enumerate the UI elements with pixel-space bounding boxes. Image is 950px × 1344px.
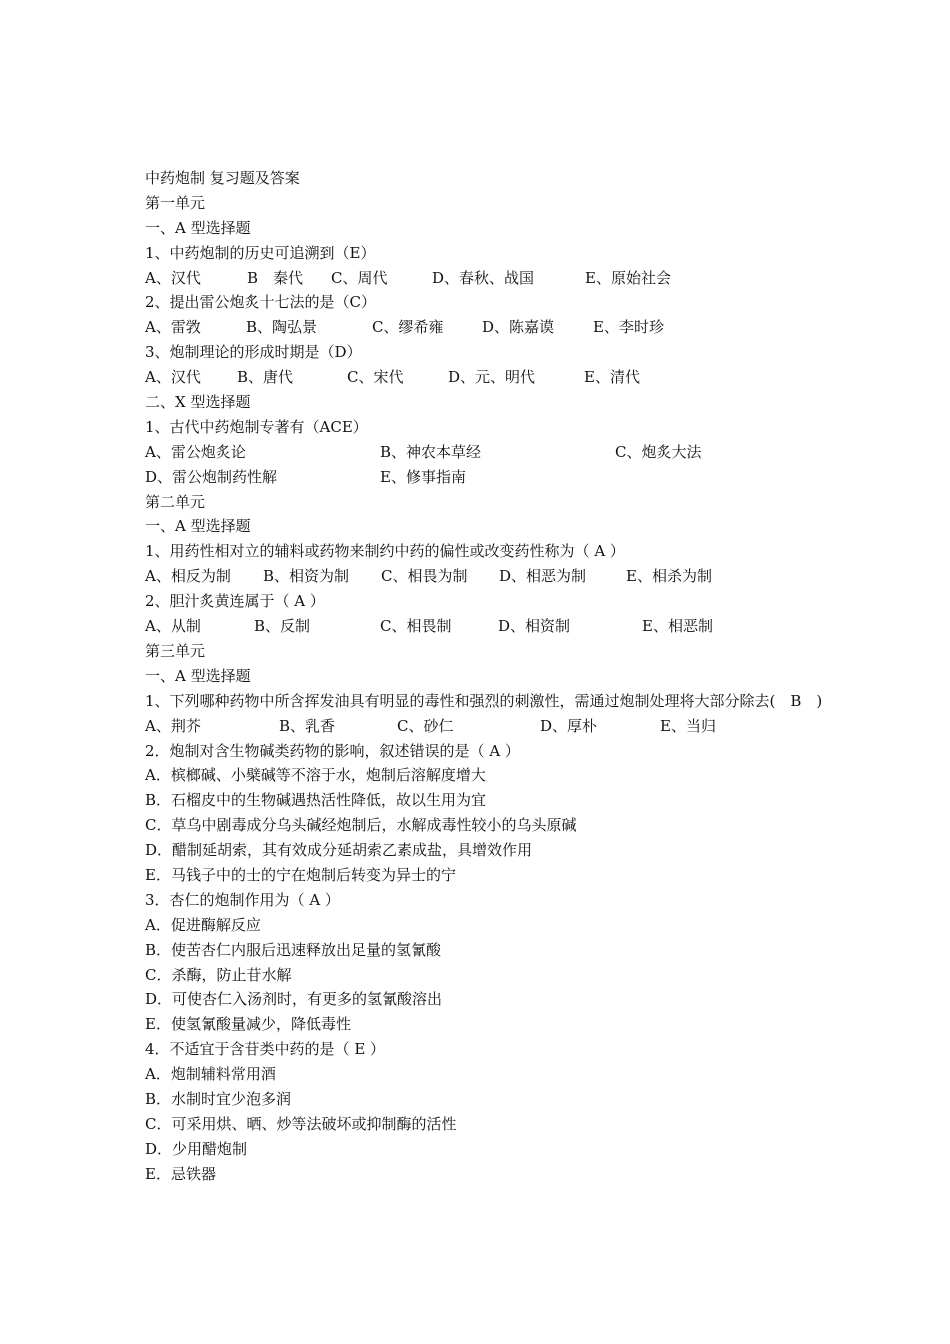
option-b: B．使苦杏仁内服后迅速释放出足量的氢氰酸 bbox=[145, 940, 442, 959]
section-heading: 一、A 型选择题 bbox=[145, 218, 251, 237]
option-b: B、唐代 bbox=[237, 368, 294, 387]
option-c: C、相畏为制 bbox=[381, 567, 468, 586]
option-e: E、修事指南 bbox=[380, 467, 466, 486]
option-a: A、雷公炮炙论 bbox=[145, 442, 246, 461]
option-c: C、缪希雍 bbox=[372, 318, 444, 337]
option-c: C、砂仁 bbox=[397, 716, 454, 735]
option-a: A、汉代 bbox=[145, 368, 201, 387]
option-e: E、相杀为制 bbox=[626, 567, 712, 586]
section-heading: 一、A 型选择题 bbox=[145, 666, 251, 685]
option-b: B、反制 bbox=[254, 617, 311, 636]
section-heading: 一、A 型选择题 bbox=[145, 517, 251, 536]
question-text: 3、炮制理论的形成时期是（D） bbox=[145, 343, 362, 362]
option-e: E、原始社会 bbox=[585, 268, 671, 287]
options-row bbox=[145, 266, 825, 291]
option-c: C．杀酶，防止苷水解 bbox=[145, 965, 292, 984]
question-text: 1、中药炮制的历史可追溯到（E） bbox=[145, 243, 376, 262]
question-text: 3．杏仁的炮制作用为（ A ） bbox=[145, 890, 340, 909]
unit-heading: 第三单元 bbox=[145, 641, 206, 660]
option-d: D．醋制延胡索，其有效成分延胡索乙素成盐，具增效作用 bbox=[145, 841, 533, 860]
question-text: 2、胆汁炙黄连属于（ A ） bbox=[145, 592, 325, 611]
option-d: D、春秋、战国 bbox=[432, 268, 535, 287]
question-text: 2．炮制对含生物碱类药物的影响，叙述错误的是（ A ） bbox=[145, 741, 520, 760]
option-b: B 秦代 bbox=[247, 268, 304, 287]
option-c: C、宋代 bbox=[347, 368, 404, 387]
options-row bbox=[145, 365, 825, 390]
option-c: C．草乌中剧毒成分乌头碱经炮制后，水解成毒性较小的乌头原碱 bbox=[145, 816, 577, 835]
option-e: E．使氢氰酸量减少，降低毒性 bbox=[145, 1015, 351, 1034]
option-e: E、当归 bbox=[660, 716, 716, 735]
option-e: E、相恶制 bbox=[642, 617, 713, 636]
option-b: B．石榴皮中的生物碱遇热活性降低，故以生用为宜 bbox=[145, 791, 487, 810]
option-a: A．促进酶解反应 bbox=[145, 915, 261, 934]
option-a: A、汉代 bbox=[145, 268, 201, 287]
option-a: A、相反为制 bbox=[145, 567, 231, 586]
option-c: C、炮炙大法 bbox=[615, 442, 702, 461]
options-row bbox=[145, 440, 825, 465]
options-row bbox=[145, 315, 825, 340]
section-heading: 二、X 型选择题 bbox=[145, 393, 251, 412]
question-text: 1、古代中药炮制专著有（ACE） bbox=[145, 417, 368, 436]
option-b: B、相资为制 bbox=[263, 567, 350, 586]
unit-heading: 第一单元 bbox=[145, 193, 206, 212]
option-a: A、荆芥 bbox=[145, 716, 201, 735]
option-d: D、陈嘉谟 bbox=[482, 318, 555, 337]
option-d: D、雷公炮制药性解 bbox=[145, 467, 278, 486]
option-e: E．马钱子中的士的宁在炮制后转变为异士的宁 bbox=[145, 865, 456, 884]
options-row bbox=[145, 614, 825, 639]
question-text: 2、提出雷公炮炙十七法的是（C） bbox=[145, 293, 377, 312]
question-text: 4．不适宜于含苷类中药的是（ E ） bbox=[145, 1040, 386, 1059]
unit-heading: 第二单元 bbox=[145, 492, 206, 511]
option-d: D、相资制 bbox=[498, 617, 571, 636]
option-c: C、相畏制 bbox=[380, 617, 452, 636]
document-body bbox=[145, 166, 825, 1187]
option-b: B、乳香 bbox=[279, 716, 336, 735]
question-text: 1、下列哪种药物中所含挥发油具有明显的毒性和强烈的刺激性，需通过炮制处理将大部分除去( B ) bbox=[145, 691, 823, 710]
option-d: D、厚朴 bbox=[540, 716, 598, 735]
option-d: D．可使杏仁入汤剂时，有更多的氢氰酸溶出 bbox=[145, 990, 443, 1009]
option-e: E、清代 bbox=[584, 368, 640, 387]
options-row bbox=[145, 564, 825, 589]
options-row bbox=[145, 714, 825, 739]
document-title: 中药炮制 复习题及答案 bbox=[145, 169, 300, 187]
option-d: D、相恶为制 bbox=[499, 567, 587, 586]
option-a: A、从制 bbox=[145, 617, 201, 636]
option-b: B、陶弘景 bbox=[246, 318, 318, 337]
option-b: B、神农本草经 bbox=[380, 442, 482, 461]
option-a: A．炮制辅料常用酒 bbox=[145, 1065, 276, 1084]
option-e: E．忌铁器 bbox=[145, 1164, 216, 1183]
question-text: 1、用药性相对立的辅料或药物来制约中药的偏性或改变药性称为（ A ） bbox=[145, 542, 625, 561]
option-c: C、周代 bbox=[331, 268, 388, 287]
option-b: B．水制时宜少泡多润 bbox=[145, 1089, 292, 1108]
option-e: E、李时珍 bbox=[593, 318, 664, 337]
option-d: D、元、明代 bbox=[448, 368, 536, 387]
options-row bbox=[145, 465, 825, 490]
option-a: A、雷敩 bbox=[145, 318, 201, 337]
option-c: C．可采用烘、晒、炒等法破坏或抑制酶的活性 bbox=[145, 1114, 457, 1133]
option-d: D．少用醋炮制 bbox=[145, 1139, 248, 1158]
option-a: A．槟榔碱、小檗碱等不溶于水，炮制后溶解度增大 bbox=[145, 766, 486, 785]
